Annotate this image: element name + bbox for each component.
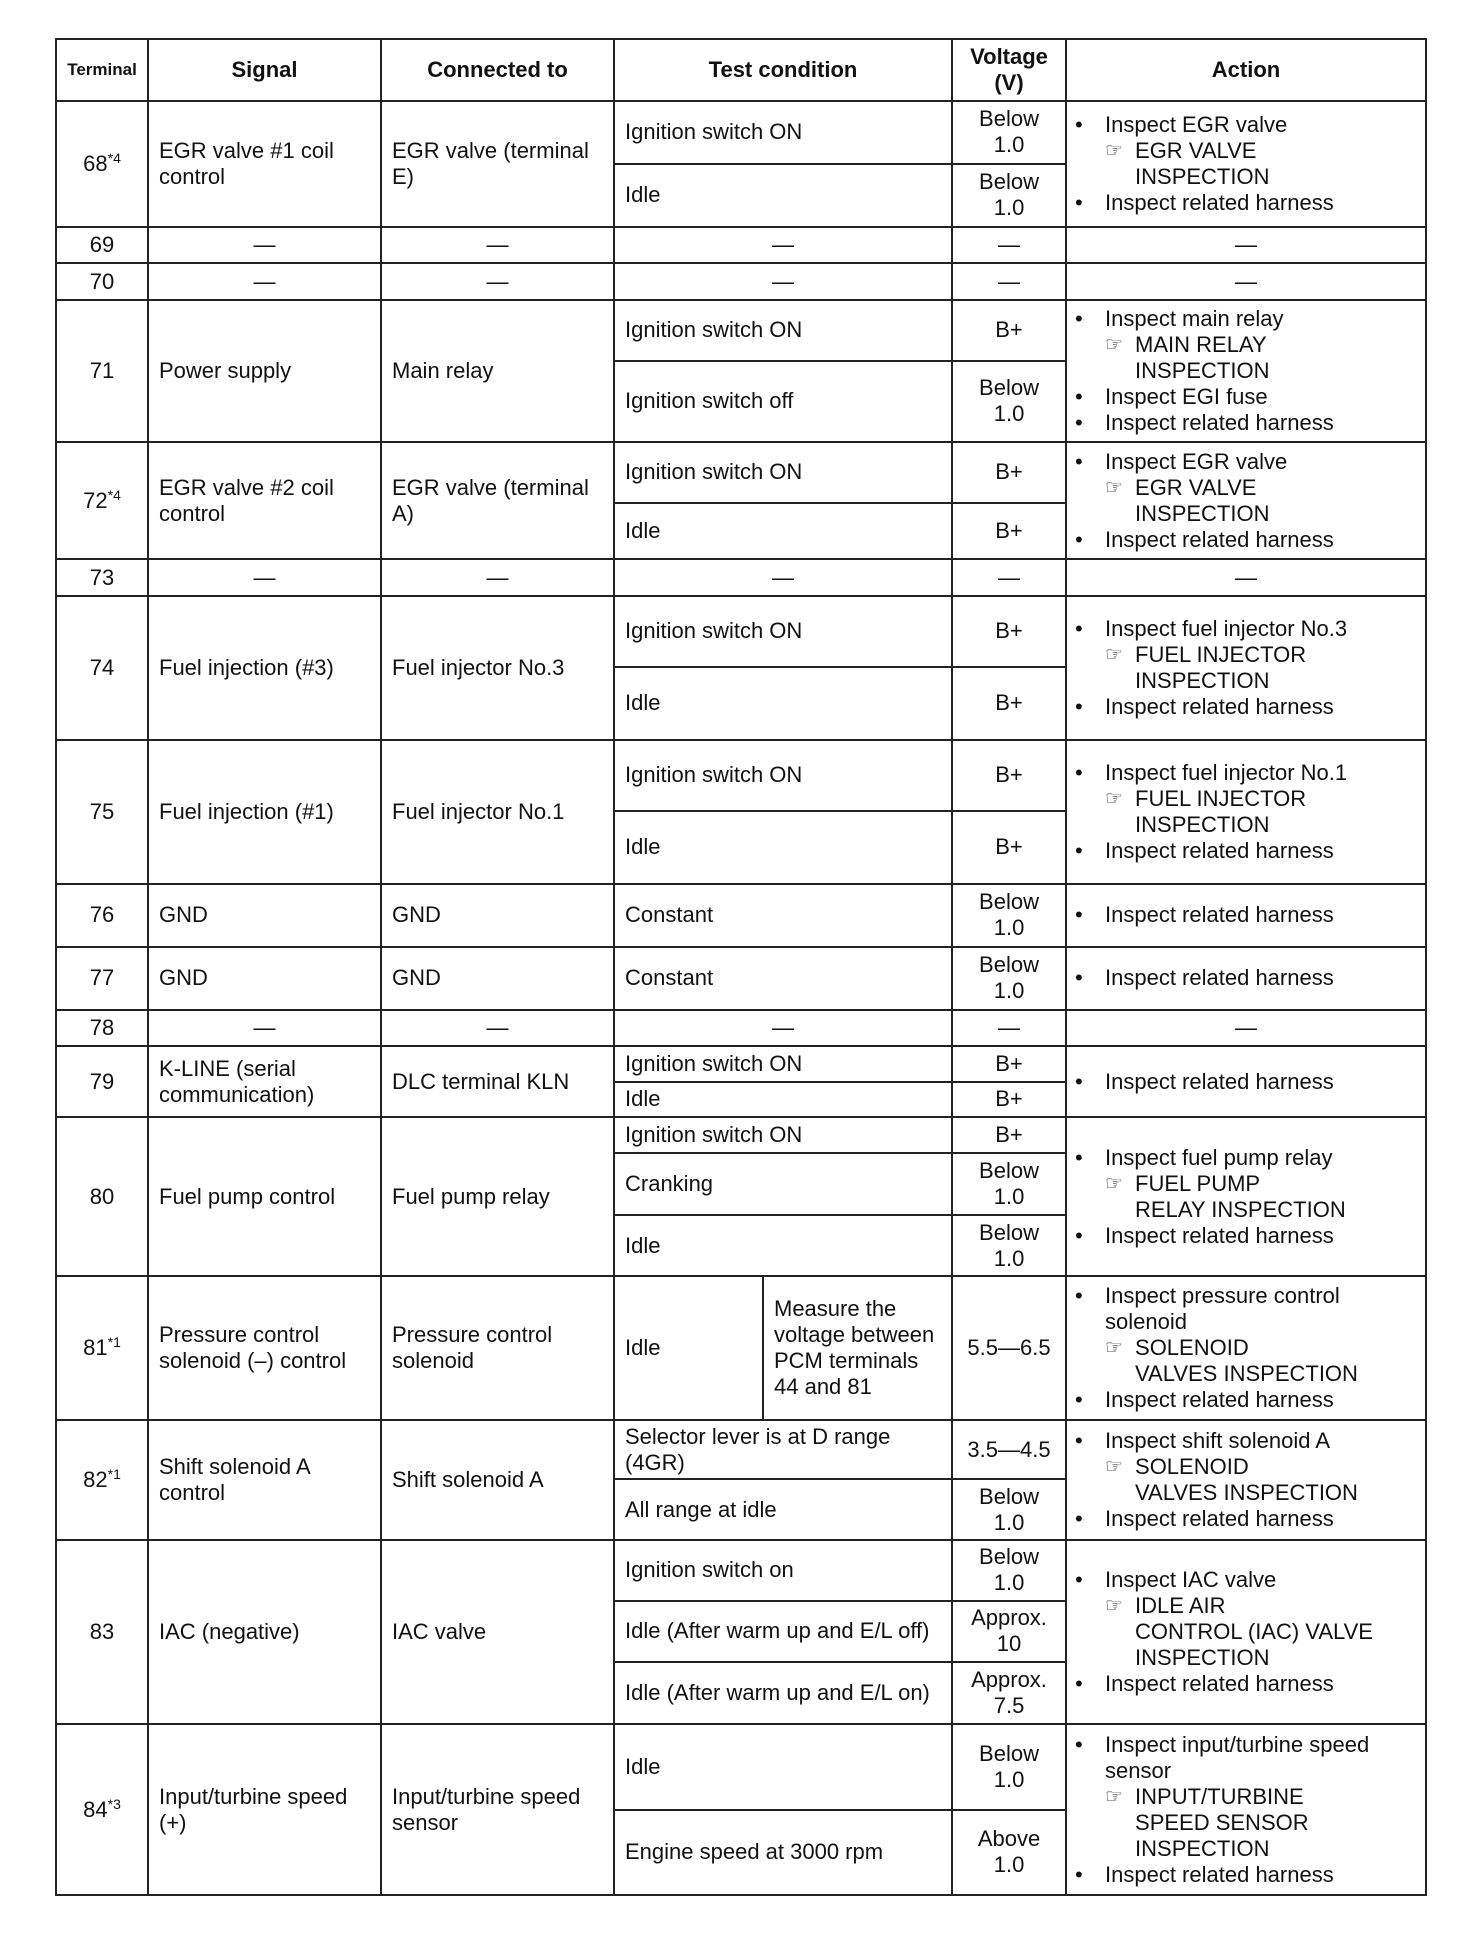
header-voltage: Voltage (V) [952,39,1066,101]
action-reference [1075,138,1419,190]
footnote-marker: *4 [107,149,121,166]
signal-cell: Input/turbine speed (+) [148,1724,381,1895]
voltage-cell: Below 1.0 [952,1153,1066,1216]
terminal-number: 71 [89,357,115,383]
pointing-hand-icon: ☞ [1105,333,1123,356]
condition-cell: Ignition switch ON [614,1046,952,1081]
voltage-cell: Below 1.0 [952,1724,1066,1809]
table-header [56,39,1426,101]
action-item [1075,694,1419,720]
condition-cell: Selector lever is at D range (4GR) [614,1420,952,1479]
table-row [56,1276,1426,1420]
terminal-number: 72 [83,487,108,513]
pointing-hand-icon: ☞ [1105,1456,1123,1479]
action-item [1075,384,1419,410]
signal-cell: Fuel injection (#1) [148,740,381,884]
action-reference-text: EGR VALVE INSPECTION [1135,474,1270,526]
action-item-text: • Inspect related harness [1105,1861,1334,1887]
voltage-cell: Below 1.0 [952,101,1066,164]
action-item-text: • Inspect main relay [1105,305,1284,331]
signal-cell: Fuel pump control [148,1117,381,1276]
terminal-cell [56,740,148,884]
action-reference-text: FUEL PUMP RELAY INSPECTION [1135,1170,1346,1222]
condition-cell: Ignition switch ON [614,300,952,361]
voltage-cell: — [952,227,1066,264]
signal-cell: EGR valve #2 coil control [148,442,381,560]
table-row [56,442,1426,503]
terminal-cell [56,1117,148,1276]
signal-cell: Pressure control solenoid (–) control [148,1276,381,1420]
terminal-cell [56,1540,148,1725]
action-cell [1066,1724,1426,1895]
voltage-cell: B+ [952,442,1066,503]
footnote-marker: *1 [107,1334,121,1351]
table-row [56,1010,1426,1047]
connected-cell: Pressure control solenoid [381,1276,614,1420]
action-item-text: • Inspect related harness [1105,1387,1334,1413]
terminal-number: 80 [89,1183,115,1209]
action-item-text: • Inspect related harness [1105,526,1334,552]
connected-cell: Fuel pump relay [381,1117,614,1276]
action-item-text: • Inspect related harness [1105,189,1334,215]
terminal-number: 83 [89,1619,115,1645]
action-cell: — [1066,1010,1426,1047]
action-item [1075,449,1419,475]
action-item-text: • Inspect input/turbine speed sensor [1105,1731,1370,1783]
table-row [56,1420,1426,1479]
connected-cell: DLC terminal KLN [381,1046,614,1117]
terminal-number: 76 [89,902,115,928]
condition-cell: Idle [614,503,952,560]
condition-cell: Ignition switch ON [614,740,952,811]
header-row [56,39,1426,101]
condition-cell: Ignition switch ON [614,1117,952,1152]
terminal-cell: 69 [56,227,148,264]
terminal-cell [56,1724,148,1895]
signal-cell: Fuel injection (#3) [148,596,381,740]
condition-cell: Constant [614,884,952,947]
condition-cell: — [614,559,952,596]
action-item [1075,1283,1419,1335]
voltage-cell: Approx. 7.5 [952,1662,1066,1725]
connected-cell: GND [381,947,614,1010]
action-cell [1066,300,1426,442]
voltage-cell: Below 1.0 [952,1540,1066,1601]
action-item-text: • Inspect related harness [1105,1068,1334,1094]
action-item [1075,760,1419,786]
voltage-cell: Below 1.0 [952,361,1066,442]
voltage-cell: B+ [952,1046,1066,1081]
terminal-number: 81 [83,1335,108,1361]
connected-cell: — [381,263,614,300]
pointing-hand-icon: ☞ [1105,476,1123,499]
action-cell [1066,1046,1426,1117]
table-row [56,596,1426,667]
action-item-text: • Inspect related harness [1105,965,1334,991]
voltage-cell: — [952,263,1066,300]
terminal-number: 68 [83,150,108,176]
footnote-marker: *4 [107,486,121,503]
pointing-hand-icon: ☞ [1105,1172,1123,1195]
action-reference [1075,1593,1419,1671]
terminal-number: 82 [83,1467,108,1493]
condition-cell: Idle [614,1082,952,1117]
voltage-cell: B+ [952,740,1066,811]
action-item [1075,1567,1419,1593]
action-item [1075,1387,1419,1413]
action-item [1075,1671,1419,1697]
voltage-cell: B+ [952,503,1066,560]
action-cell [1066,884,1426,947]
terminal-cell [56,596,148,740]
table-row [56,300,1426,361]
terminal-cell [56,300,148,442]
action-item-text: • Inspect EGI fuse [1105,383,1268,409]
voltage-cell: Below 1.0 [952,884,1066,947]
connected-cell: EGR valve (terminal E) [381,101,614,227]
action-cell [1066,101,1426,227]
voltage-cell: B+ [952,596,1066,667]
table-row [56,1724,1426,1809]
table-row [56,559,1426,596]
condition-cell: Ignition switch ON [614,101,952,164]
action-reference-text: EGR VALVE INSPECTION [1135,137,1270,189]
voltage-cell: Above 1.0 [952,1810,1066,1895]
action-cell: — [1066,263,1426,300]
table-row [56,740,1426,811]
terminal-cell [56,101,148,227]
terminal-number: 79 [89,1068,115,1094]
header-test-condition: Test condition [614,39,952,101]
table-row [56,1117,1426,1152]
signal-cell: Power supply [148,300,381,442]
terminal-number: 74 [89,654,115,680]
table-body [56,101,1426,1895]
voltage-cell: 5.5—6.5 [952,1276,1066,1420]
terminal-cell [56,947,148,1010]
signal-cell: Shift solenoid A control [148,1420,381,1540]
condition-detail-cell: Measure the voltage between PCM terminals 44 and 81 [763,1276,952,1420]
voltage-cell: Approx. 10 [952,1601,1066,1662]
footnote-marker: *3 [107,1795,121,1812]
condition-cell: Idle [614,667,952,740]
action-item [1075,616,1419,642]
signal-cell: EGR valve #1 coil control [148,101,381,227]
voltage-cell: B+ [952,1117,1066,1152]
condition-cell: Cranking [614,1153,952,1216]
action-item [1075,527,1419,553]
connected-cell: Fuel injector No.1 [381,740,614,884]
action-cell [1066,1540,1426,1725]
connected-cell: — [381,1010,614,1047]
action-reference [1075,1784,1419,1862]
pointing-hand-icon: ☞ [1105,1785,1123,1808]
signal-cell: — [148,227,381,264]
pointing-hand-icon: ☞ [1105,139,1123,162]
header-terminal: Terminal [56,39,148,101]
condition-cell: All range at idle [614,1479,952,1540]
action-item [1075,1145,1419,1171]
action-item [1075,965,1419,991]
table-row [56,227,1426,264]
condition-cell: Idle [614,164,952,227]
condition-cell: Idle [614,1724,952,1809]
action-item-text: • Inspect related harness [1105,693,1334,719]
action-item-text: • Inspect EGR valve [1105,448,1288,474]
action-reference [1075,332,1419,384]
terminal-cell: 70 [56,263,148,300]
connected-cell: IAC valve [381,1540,614,1725]
action-item-text: • Inspect IAC valve [1105,1567,1277,1593]
signal-cell: GND [148,947,381,1010]
voltage-cell: Below 1.0 [952,1479,1066,1540]
action-reference [1075,475,1419,527]
action-reference-text: SOLENOID VALVES INSPECTION [1135,1454,1358,1506]
signal-cell: — [148,559,381,596]
action-item [1075,190,1419,216]
action-cell [1066,1276,1426,1420]
action-cell [1066,596,1426,740]
condition-cell: — [614,227,952,264]
connected-cell: — [381,227,614,264]
action-item-text: • Inspect pressure control solenoid [1105,1283,1340,1335]
connected-cell: — [381,559,614,596]
pointing-hand-icon: ☞ [1105,1595,1123,1618]
action-cell: — [1066,559,1426,596]
voltage-cell: B+ [952,811,1066,884]
voltage-cell: Below 1.0 [952,947,1066,1010]
action-cell [1066,740,1426,884]
terminal-cell [56,884,148,947]
terminal-number: 84 [83,1796,108,1822]
voltage-cell: 3.5—4.5 [952,1420,1066,1479]
table-row [56,101,1426,164]
action-item-text: • Inspect related harness [1105,1671,1334,1697]
action-reference-text: SOLENOID VALVES INSPECTION [1135,1335,1358,1387]
condition-cell: — [614,263,952,300]
action-item [1075,1069,1419,1095]
connected-cell: Input/turbine speed sensor [381,1724,614,1895]
action-reference-text: INPUT/TURBINE SPEED SENSOR INSPECTION [1135,1783,1309,1861]
header-action: Action [1066,39,1426,101]
voltage-cell: B+ [952,300,1066,361]
terminal-number: 77 [89,965,115,991]
signal-cell: — [148,263,381,300]
table-row [56,947,1426,1010]
condition-cell: — [614,1010,952,1047]
action-cell [1066,442,1426,560]
action-item [1075,410,1419,436]
action-item [1075,902,1419,928]
connected-cell: EGR valve (terminal A) [381,442,614,560]
pointing-hand-icon: ☞ [1105,643,1123,666]
terminal-voltage-table [55,38,1427,1896]
action-cell [1066,947,1426,1010]
condition-cell: Constant [614,947,952,1010]
action-item-text: • Inspect fuel injector No.3 [1105,615,1348,641]
action-item [1075,1223,1419,1249]
action-item [1075,306,1419,332]
voltage-cell: — [952,1010,1066,1047]
terminal-cell [56,1046,148,1117]
footnote-marker: *1 [107,1466,121,1483]
condition-cell: Idle [614,811,952,884]
action-reference [1075,1454,1419,1506]
voltage-cell: B+ [952,667,1066,740]
action-item-text: • Inspect EGR valve [1105,111,1288,137]
header-signal: Signal [148,39,381,101]
connected-cell: Fuel injector No.3 [381,596,614,740]
voltage-cell: B+ [952,1082,1066,1117]
pointing-hand-icon: ☞ [1105,1337,1123,1360]
action-reference [1075,1335,1419,1387]
voltage-cell: — [952,559,1066,596]
terminal-cell [56,1276,148,1420]
action-reference-text: FUEL INJECTOR INSPECTION [1135,785,1307,837]
header-connected-to: Connected to [381,39,614,101]
condition-cell: Ignition switch off [614,361,952,442]
action-item [1075,1506,1419,1532]
condition-cell: Ignition switch ON [614,596,952,667]
action-item-text: • Inspect fuel injector No.1 [1105,759,1348,785]
action-cell [1066,1117,1426,1276]
terminal-cell [56,442,148,560]
action-item-text: • Inspect related harness [1105,902,1334,928]
action-cell [1066,1420,1426,1540]
action-item-text: • Inspect related harness [1105,409,1334,435]
action-item-text: • Inspect fuel pump relay [1105,1144,1333,1170]
action-item-text: • Inspect related harness [1105,1222,1334,1248]
action-item [1075,1862,1419,1888]
connected-cell: Shift solenoid A [381,1420,614,1540]
signal-cell: IAC (negative) [148,1540,381,1725]
voltage-cell: Below 1.0 [952,164,1066,227]
signal-cell: K-LINE (serial communication) [148,1046,381,1117]
connected-cell: GND [381,884,614,947]
terminal-cell [56,1420,148,1540]
action-reference-text: MAIN RELAY INSPECTION [1135,331,1270,383]
condition-cell: Idle (After warm up and E/L off) [614,1601,952,1662]
terminal-cell: 73 [56,559,148,596]
action-cell: — [1066,227,1426,264]
action-item-text: • Inspect related harness [1105,1506,1334,1532]
action-reference-text: IDLE AIR CONTROL (IAC) VALVE INSPECTION [1135,1593,1373,1671]
condition-cell: Idle [614,1276,763,1420]
action-item [1075,1428,1419,1454]
action-reference [1075,642,1419,694]
action-item-text: • Inspect shift solenoid A [1105,1428,1331,1454]
terminal-number: 75 [89,798,115,824]
pointing-hand-icon: ☞ [1105,787,1123,810]
action-item [1075,838,1419,864]
condition-cell: Engine speed at 3000 rpm [614,1810,952,1895]
action-item [1075,112,1419,138]
condition-cell: Ignition switch ON [614,442,952,503]
voltage-cell: Below 1.0 [952,1215,1066,1276]
action-reference [1075,1171,1419,1223]
terminal-cell: 78 [56,1010,148,1047]
table-row [56,884,1426,947]
signal-cell: — [148,1010,381,1047]
table-row [56,263,1426,300]
signal-cell: GND [148,884,381,947]
table-row [56,1046,1426,1081]
action-item [1075,1732,1419,1784]
condition-cell: Ignition switch on [614,1540,952,1601]
action-reference-text: FUEL INJECTOR INSPECTION [1135,641,1307,693]
action-item-text: • Inspect related harness [1105,837,1334,863]
condition-cell: Idle [614,1215,952,1276]
condition-cell: Idle (After warm up and E/L on) [614,1662,952,1725]
table-row [56,1540,1426,1601]
connected-cell: Main relay [381,300,614,442]
action-reference [1075,786,1419,838]
